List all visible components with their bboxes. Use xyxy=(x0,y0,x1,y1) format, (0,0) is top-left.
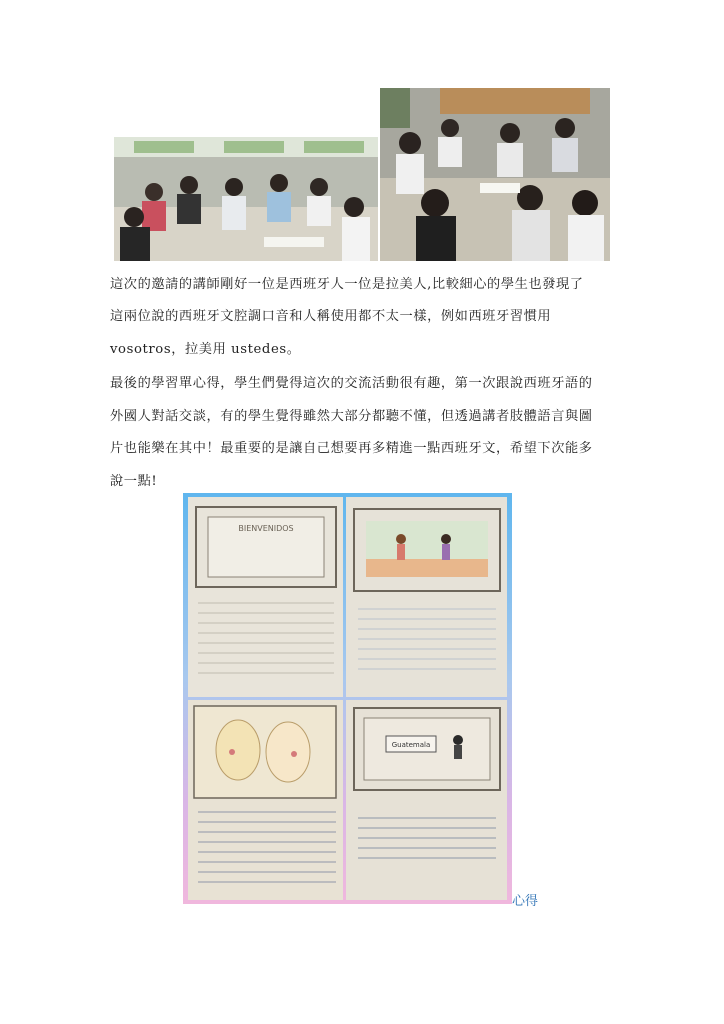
worksheet-collage xyxy=(183,493,512,904)
worksheet-photo-1 xyxy=(188,497,343,697)
paragraph-1-line-3: vosotros，拉美用 ustedes。 xyxy=(110,342,301,357)
classroom-photo-right xyxy=(380,88,610,261)
paragraph-1-line-1: 這次的邀請的講師剛好一位是西班牙人一位是拉美人,比較細心的學生也發現了 xyxy=(110,277,584,292)
classroom-photo-left xyxy=(114,137,378,261)
collage-caption: 心得 xyxy=(512,894,539,909)
paragraph-1-line-2: 這兩位說的西班牙文腔調口音和人稱使用都不太一樣，例如西班牙習慣用 xyxy=(110,309,552,324)
bienvenidos-sign: BIENVENIDOS xyxy=(238,524,294,533)
worksheet-photo-3 xyxy=(188,700,343,900)
paragraph-2-line-2: 外國人對話交談，有的學生覺得雖然大部分都聽不懂，但透過講者肢體語言與圖 xyxy=(110,409,593,424)
worksheet-photo-4 xyxy=(346,700,507,900)
paragraph-2-line-4: 說一點! xyxy=(110,474,158,489)
speech-bubble-text: Guatemala xyxy=(391,741,431,749)
paragraph-2-line-3: 片也能樂在其中！最重要的是讓自己想要再多精進一點西班牙文，希望下次能多 xyxy=(110,441,593,456)
paragraph-2-line-1: 最後的學習單心得，學生們覺得這次的交流活動很有趣，第一次跟說西班牙語的 xyxy=(110,376,593,391)
worksheet-photo-2 xyxy=(346,497,507,697)
